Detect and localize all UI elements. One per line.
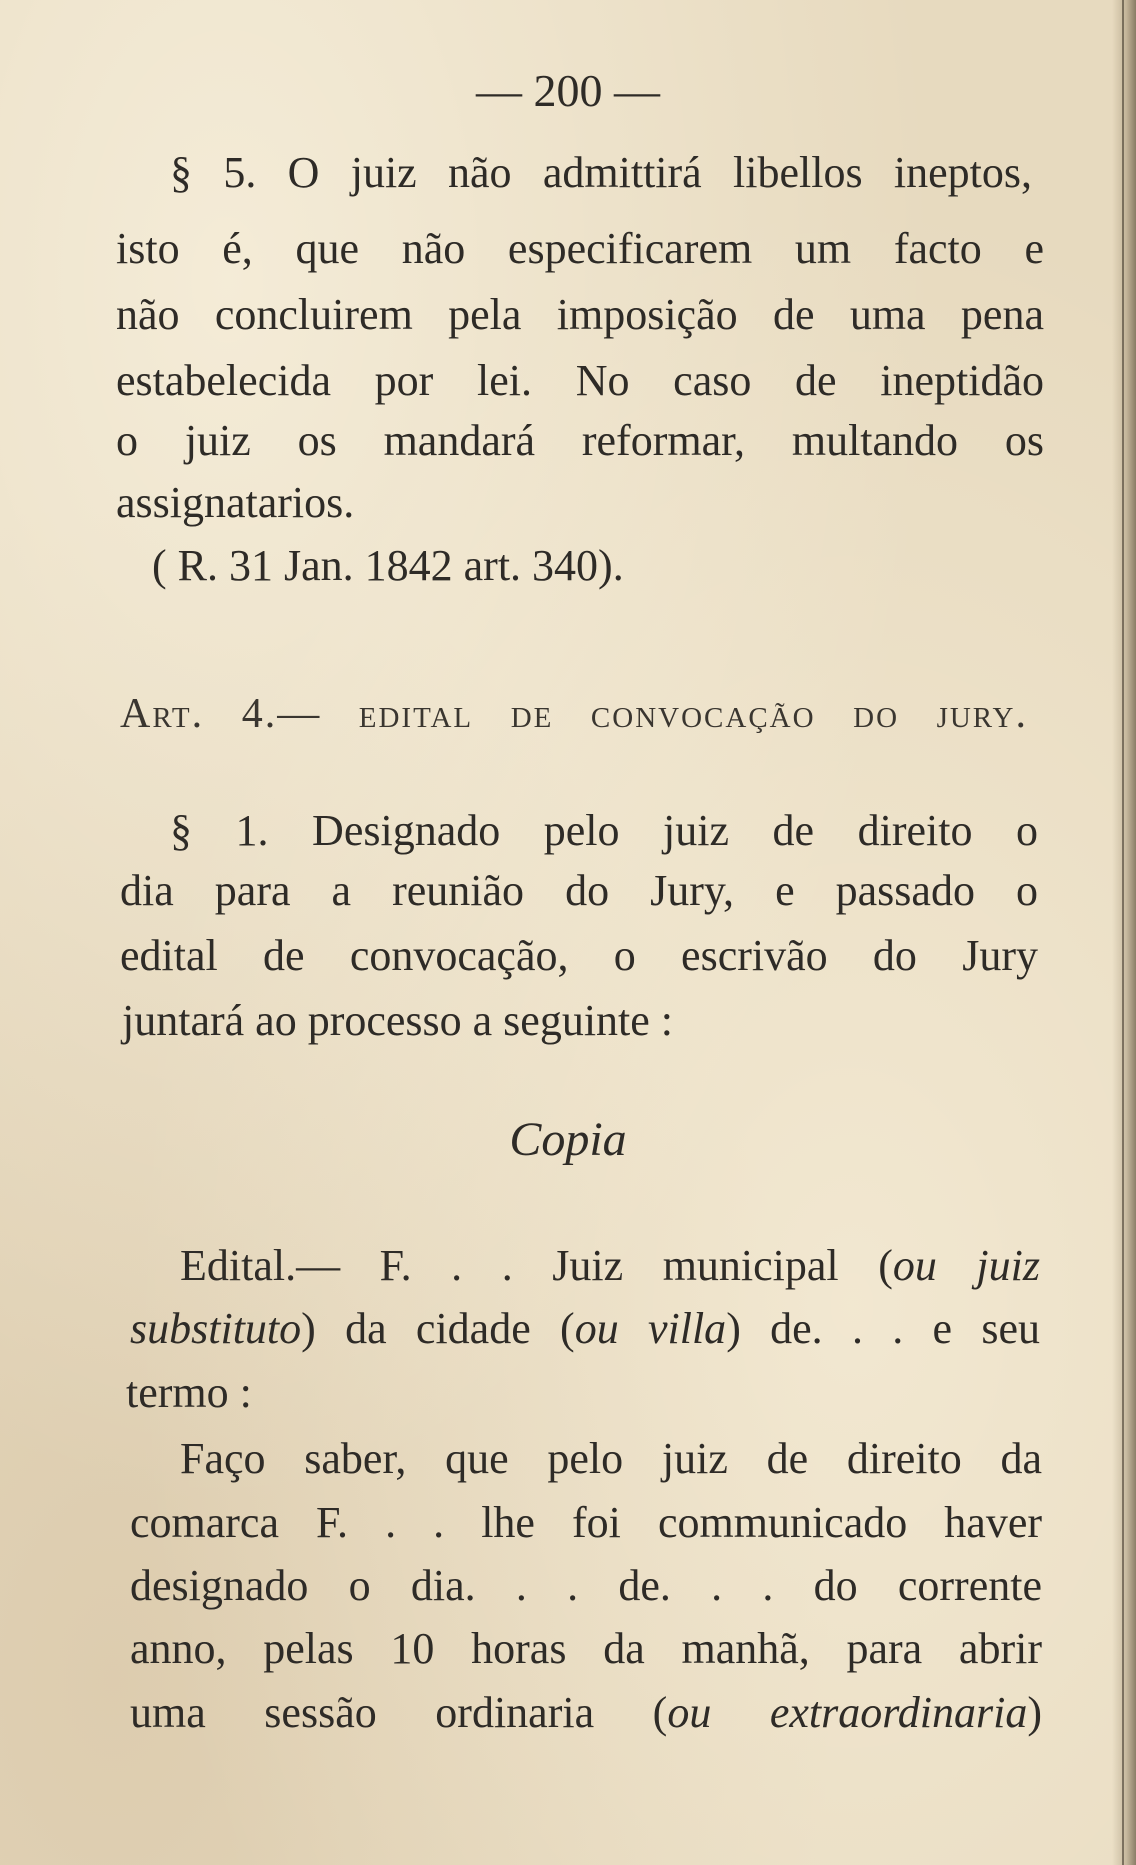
section5-citation: ( R. 31 Jan. 1842 art. 340). [152,541,624,590]
section5-line-6: assignatarios. [116,478,355,527]
edital-line-3: termo : [126,1368,252,1417]
section5-line-2: isto é, que não especificarem um facto e [116,224,1044,273]
edital-line-4: Faço saber, que pelo juiz de direito da [180,1434,1042,1483]
edital-line-2-text-b: ) de. . . e seu [726,1304,1041,1353]
edital-line-2-italic-a: substituto [130,1304,302,1353]
section5-line-1: § 5. O juiz não admittirá libellos ineptos, [170,148,1032,197]
page-edge-line [1122,0,1124,1865]
edital-line-5: comarca F. . . lhe foi communicado haver [130,1498,1042,1547]
section5-line-5: o juiz os mandará reformar, multando os [116,416,1044,465]
edital-line-1-italic: ou juiz [892,1241,1041,1290]
section5-line-3: não concluirem pela imposição de uma pena [116,290,1044,339]
edital-line-8 [130,1682,1042,1744]
edital-line-8-italic: ou extraordinaria [667,1688,1028,1737]
edital-line-2-text-a: ) da cidade ( [301,1304,575,1353]
edital-line-8-text-b: ) [1027,1688,1042,1737]
edital-line-2 [130,1298,1040,1360]
page-edge-shadow [1112,0,1136,1865]
section1-line-3: edital de convocação, o escrivão do Jury [120,931,1038,980]
edital-line-8-text-a: uma sessão ordinaria ( [130,1688,668,1737]
edital-line-6: designado o dia. . . de. . . do corrente [130,1561,1042,1610]
article-4-title: Art. 4.— edital de convocação do jury. [120,691,1028,737]
copia-heading: Copia [509,1113,627,1166]
section1-line-4: juntará ao processo a seguinte : [122,996,674,1045]
section5-line-4: estabelecida por lei. No caso de ineptidão [116,356,1044,405]
section1-line-1: § 1. Designado pelo juiz de direito o [170,806,1038,855]
edital-line-7: anno, pelas 10 horas da manhã, para abrir [130,1624,1042,1673]
edital-line-1-text: Edital.— F. . . Juiz municipal ( [180,1241,893,1290]
page-number: — 200 — [476,65,660,116]
section1-line-2: dia para a reunião do Jury, e passado o [120,866,1038,915]
edital-line-1 [180,1235,1040,1297]
edital-line-2-italic-b: ou villa [574,1304,727,1353]
